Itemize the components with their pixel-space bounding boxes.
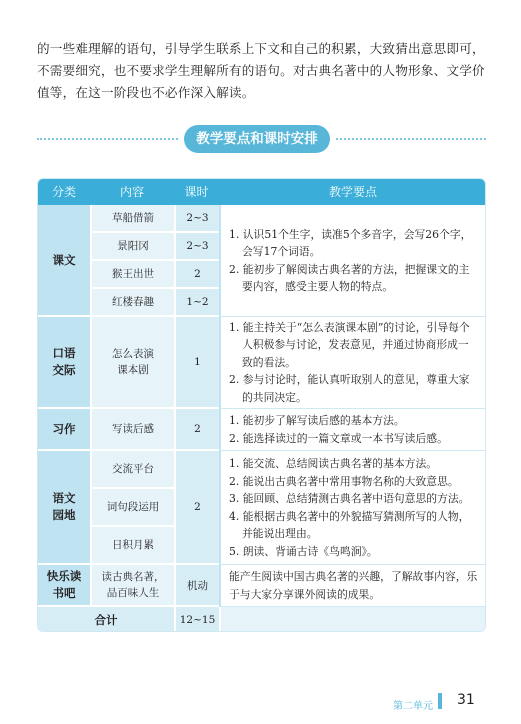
table-row-hours: 2~3 (174, 205, 219, 233)
goal-item: 1. 认识51个生字，读准5个多音字，会写26个字，会写17个词语。 (229, 227, 472, 258)
section-title: 教学要点和课时安排 (184, 125, 330, 153)
table-row-hours: 2 (174, 451, 219, 565)
total-goals-empty (219, 607, 486, 632)
goal-item: 2. 能选择读过的一篇文章或一本书写读后感。 (229, 431, 448, 445)
teaching-plan-table (37, 178, 486, 632)
table-row-hours: 机动 (174, 565, 219, 607)
table-row-hours: 1~2 (174, 289, 219, 317)
header-hours: 课时 (174, 179, 219, 205)
category-oral-communication: 口语交际 (38, 317, 90, 409)
table-row-content: 词句段运用 (90, 489, 174, 527)
footer-marker (438, 693, 442, 709)
goals-language-garden (219, 451, 486, 565)
goal-item: 5. 朗读、背诵古诗《鸟鸣涧》。 (229, 544, 378, 558)
table-row-content: 交流平台 (90, 451, 174, 489)
goals-texts (219, 205, 486, 317)
table-row-hours: 2~3 (174, 233, 219, 261)
header-content: 内容 (90, 179, 174, 205)
page-number: 31 (457, 692, 475, 708)
intro-paragraph: 的一些难理解的语句，引导学生联系上下文和自己的积累，大致猜出意思即可，不需要细究，也不要求学生理解所有的语句。对古典名著中的人物形象、文学价值等，在这一阶段也不必作深入解读。 (37, 41, 485, 100)
total-hours: 12~15 (174, 607, 219, 632)
goal-item: 3. 能回顾、总结猜测古典名著中语句意思的方法。 (229, 492, 470, 505)
goals-happy-reading (219, 565, 486, 607)
table-row-content: 写读后感 (90, 409, 174, 451)
category-happy-reading: 快乐读书吧 (38, 565, 90, 607)
header-category: 分类 (38, 179, 90, 205)
category-texts: 课文 (38, 205, 90, 317)
table-row-content: 草船借箭 (90, 205, 174, 233)
table-row-content: 怎么表演课本剧 (90, 317, 174, 409)
table-row-content: 红楼春趣 (90, 289, 174, 317)
category-writing: 习作 (38, 409, 90, 451)
table-row-content: 景阳冈 (90, 233, 174, 261)
header-goals: 教学要点 (219, 179, 486, 205)
table-row-content: 日积月累 (90, 527, 174, 565)
goal-item: 1. 能主持关于“怎么表演课本剧”的讨论，引导每个人积极参与讨论，发表意见，并通过协商形成一致的看法。 (229, 320, 470, 369)
goal-item: 能产生阅读中国古典名著的兴趣，了解故事内容，乐于与大家分享课外阅读的成果。 (229, 570, 478, 601)
footer-unit-label: 第二单元 (393, 701, 433, 712)
total-label: 合计 (38, 607, 174, 632)
goal-item: 1. 能交流、总结阅读古典名著的基本方法。 (229, 457, 438, 470)
goal-item: 2. 参与讨论时，能认真听取别人的意见，尊重大家的共同决定。 (229, 373, 470, 404)
table-row-hours: 2 (174, 409, 219, 451)
goals-writing (219, 409, 486, 451)
table-row-hours: 2 (174, 261, 219, 289)
goal-item: 1. 能初步了解写读后感的基本方法。 (229, 414, 405, 427)
goal-item: 2. 能初步了解阅读古典名著的方法，把握课文的主要内容，感受主要人物的特点。 (229, 262, 470, 293)
table-row-content: 读古典名著，品百味人生 (90, 565, 174, 607)
category-language-garden: 语文园地 (38, 451, 90, 565)
table-row-content: 猴王出世 (90, 261, 174, 289)
goal-item: 2. 能说出古典名著中常用事物名称的大致意思。 (229, 474, 459, 488)
goals-oral-communication (219, 317, 486, 409)
goal-item: 4. 能根据古典名著中的外貌描写猜测所写的人物，并能说出理由。 (229, 509, 470, 540)
table-row-hours: 1 (174, 317, 219, 409)
